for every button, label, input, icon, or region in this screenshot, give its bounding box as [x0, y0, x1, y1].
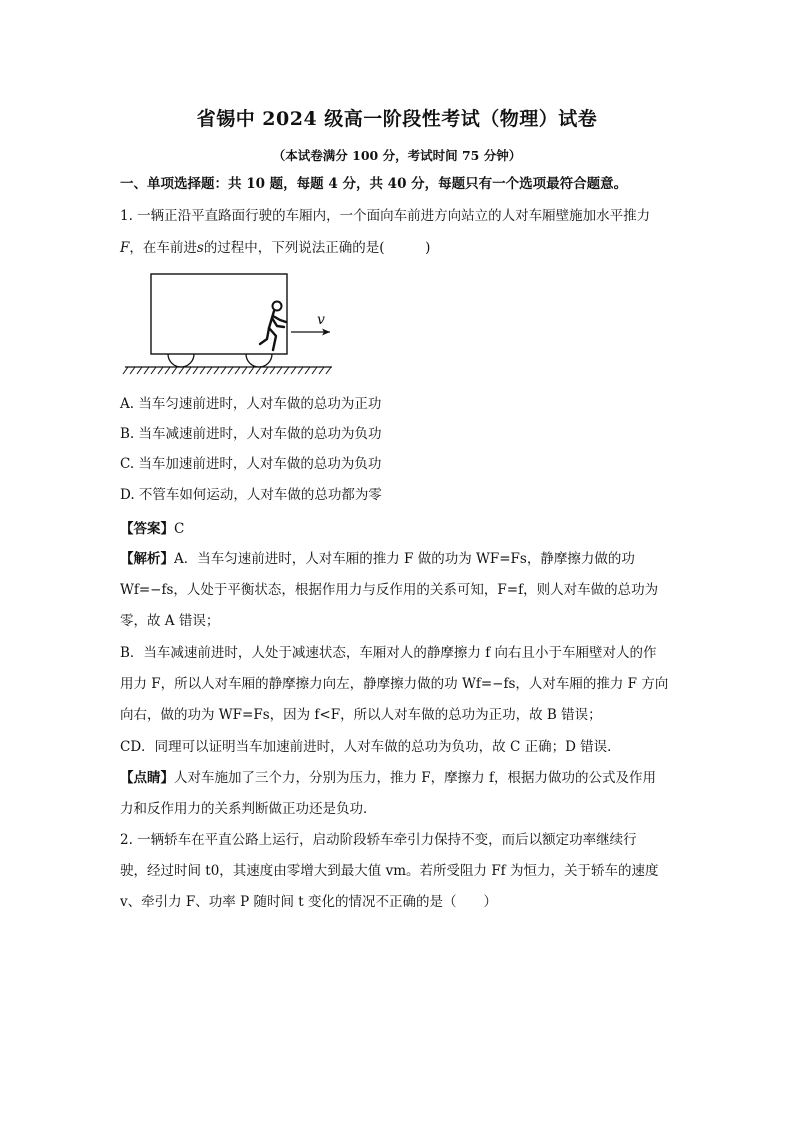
answer-value: C: [174, 521, 185, 537]
q1-option-c: C. 当车加速前进时，人对车做的总功为负功: [120, 456, 382, 472]
ground-hatch: [123, 367, 331, 374]
q1-analysis-line4: B．当车减速前进时，人处于减速状态，车厢对人的静摩擦力 f 向右且小于车厢壁对人的作: [120, 645, 657, 661]
q2-stem-line2: 驶，经过时间 t0，其速度由零增大到最大值 vm。若所受阻力 Ff 为恒力，关于轿车的速度: [120, 863, 659, 879]
q1-option-a: A. 当车匀速前进时，人对车做的总功为正功: [120, 396, 382, 412]
q1-analysis-line2: Wf=−fs，人处于平衡状态，根据作用力与反作用的关系可知，F=f，则人对车做的总功为: [120, 582, 659, 598]
page-title: 省锡中 2024 级高一阶段性考试（物理）试卷: [196, 108, 598, 130]
q2-stem-line1: 2. 一辆轿车在平直公路上运行，启动阶段轿车牵引力保持不变，而后以额定功率继续行: [120, 832, 637, 848]
wheel-right: [246, 354, 272, 367]
section-heading: 一、单项选择题：共 10 题，每题 4 分，共 40 分，每题只有一个选项最符合题意。: [120, 176, 628, 192]
q1-answer: [120, 519, 690, 539]
q1-analysis-line5: 用力 F，所以人对车厢的静摩擦力向左，静摩擦力做的功 Wf=−fs，人对车厢的推力 F 方向: [120, 676, 669, 692]
q1-option-d: D. 不管车如何运动，人对车做的总功都为零: [120, 487, 382, 503]
force-symbol: F: [120, 240, 130, 256]
answer-tag: 【答案】: [120, 521, 174, 537]
wheel-left: [168, 354, 194, 367]
q1-analysis-line1: 【解析】A．当车匀速前进时，人对车厢的推力 F 做的功为 WF=Fs，静摩擦力做的功: [120, 551, 635, 567]
cart-figure: [120, 268, 340, 380]
q1-analysis-line7: CD．同理可以证明当车加速前进时，人对车做的总功为负功，故 C 正确；D 错误．: [120, 739, 621, 755]
q1-comment-line2: 力和反作用力的关系判断做正功还是负功．: [120, 801, 377, 817]
analysis-tag: 【解析】: [120, 551, 174, 567]
velocity-label: v: [317, 312, 325, 328]
car-box: [151, 274, 287, 354]
exam-info: （本试卷满分 100 分，考试时间 75 分钟）: [272, 148, 522, 163]
comment-tag: 【点睛】: [120, 770, 174, 786]
distance-symbol: s: [196, 240, 204, 256]
q1-stem-line2: F，在车前进s的过程中，下列说法正确的是( ): [120, 240, 431, 256]
cart-diagram: [120, 268, 340, 380]
person-figure: [260, 302, 286, 351]
q1-stem-line1: 1. 一辆正沿平直路面行驶的车厢内，一个面向车前进方向站立的人对车厢壁施加水平推力: [120, 208, 651, 224]
q1-analysis-line3: 零，故 A 错误；: [120, 613, 220, 629]
q2-stem-line3: v、牵引力 F、功率 P 随时间 t 变化的情况不正确的是（ ）: [120, 894, 497, 910]
q1-option-b: B. 当车减速前进时，人对车做的总功为负功: [120, 426, 382, 442]
q1-comment-line1: 【点睛】人对车施加了三个力，分别为压力，推力 F，摩擦力 f，根据力做功的公式及作用: [120, 770, 656, 786]
q1-analysis-line6: 向右，做的功为 WF=Fs，因为 f<F，所以人对车做的总功为正功，故 B 错误；: [120, 707, 602, 723]
